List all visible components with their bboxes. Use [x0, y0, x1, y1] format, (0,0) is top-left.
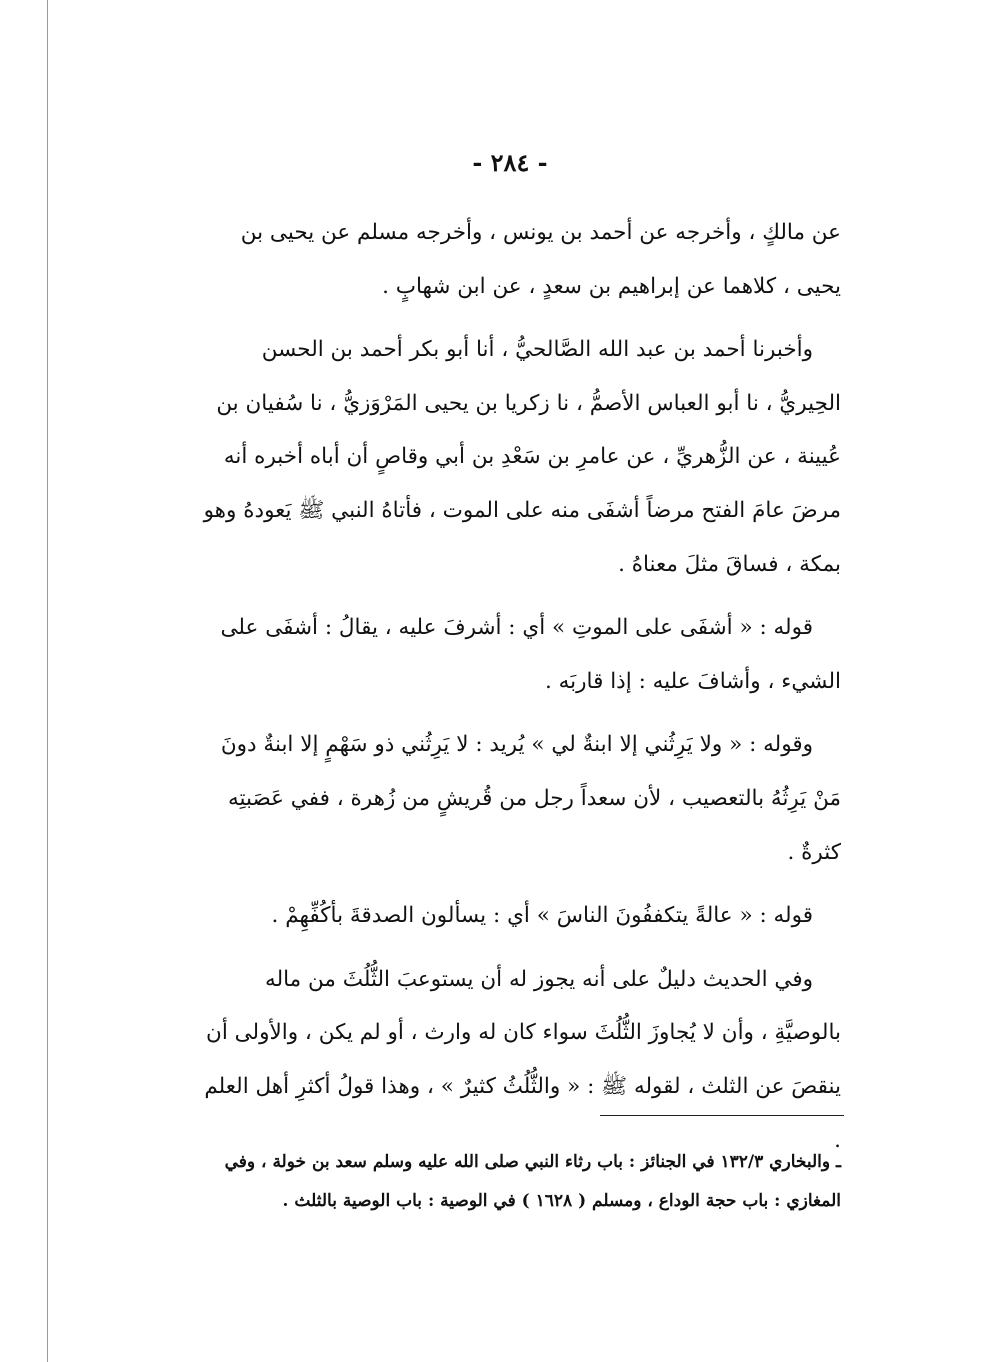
paragraph-4: وقوله : « ولا يَرِثُني إلا ابنةٌ لي » يُريد : لا يَرِثُني ذو سَهْمٍ إلا ابنةٌ دونَ مَنْ يَرِثُهُ بالتعصيب ، لأن سعداً رجل من قُريشٍ من زُهرة ، ففي عَصَبتِه كثرةٌ .	[220, 732, 841, 865]
page-number: - ٢٨٤ -	[472, 148, 548, 177]
paragraph-2: وأخبرنا أحمد بن عبد الله الصَّالحيُّ ، أنا أبو بكر أحمد بن الحسن الحِيريُّ ، نا أبو العباس الأصمُّ ، نا زكريا بن يحيى المَرْوَزيُّ ، نا سُفيان بن عُيينة ، عن الزُّهريِّ ، عن عامرِ بن سَعْدِ بن أبي وقاصٍ أن أباه أخبره أنه مرضَ عامَ الفتح مرضاً أشفَى منه على الموت ، فأتاهُ النبي ﷺ يَعودهُ وهو بمكة ، فساقَ مثلَ معناهُ .	[203, 337, 841, 577]
body-text	[195, 206, 841, 1177]
footnote: ـ والبخاري ١٣٢/٣ في الجنائز : باب رثاء النبي صلى الله عليه وسلم سعد بن خولة ، وفي المغازي : باب حجة الوداع ، ومسلم ( ١٦٢٨ ) في الوصية : باب الوصية بالثلث .	[224, 1152, 841, 1211]
paragraph-5: قوله : « عالةً يتكففُونَ الناسَ » أي : يسألون الصدقةَ بأكُفِّهِمْ .	[271, 903, 813, 929]
paragraph-3: قوله : « أشفَى على الموتِ » أي : أشرفَ عليه ، يقالُ : أشفَى على الشيء ، وأشافَ عليه : إذا قاربَه .	[220, 615, 841, 694]
paragraph-6: وفي الحديث دليلٌ على أنه يجوز له أن يستوعبَ الثُّلُثَ من ماله بالوصيَّةِ ، وأن لا يُجاوزَ الثُّلُثَ سواء كان له وارث ، أو لم يكن ، والأولى أن ينقصَ عن الثلث ، لقوله ﷺ : « والثُّلُثُ كثيرٌ » ، وهذا قولُ أكثرِ أهل العلم .	[204, 966, 841, 1153]
paragraph-1: عن مالكٍ ، وأخرجه عن أحمد بن يونس ، وأخرجه مسلم عن يحيى بن يحيى ، كلاهما عن إبراهيم بن سعدٍ ، عن ابن شهابٍ .	[240, 220, 841, 299]
binding-edge-line	[47, 0, 48, 1362]
footnote-separator	[600, 1115, 844, 1116]
